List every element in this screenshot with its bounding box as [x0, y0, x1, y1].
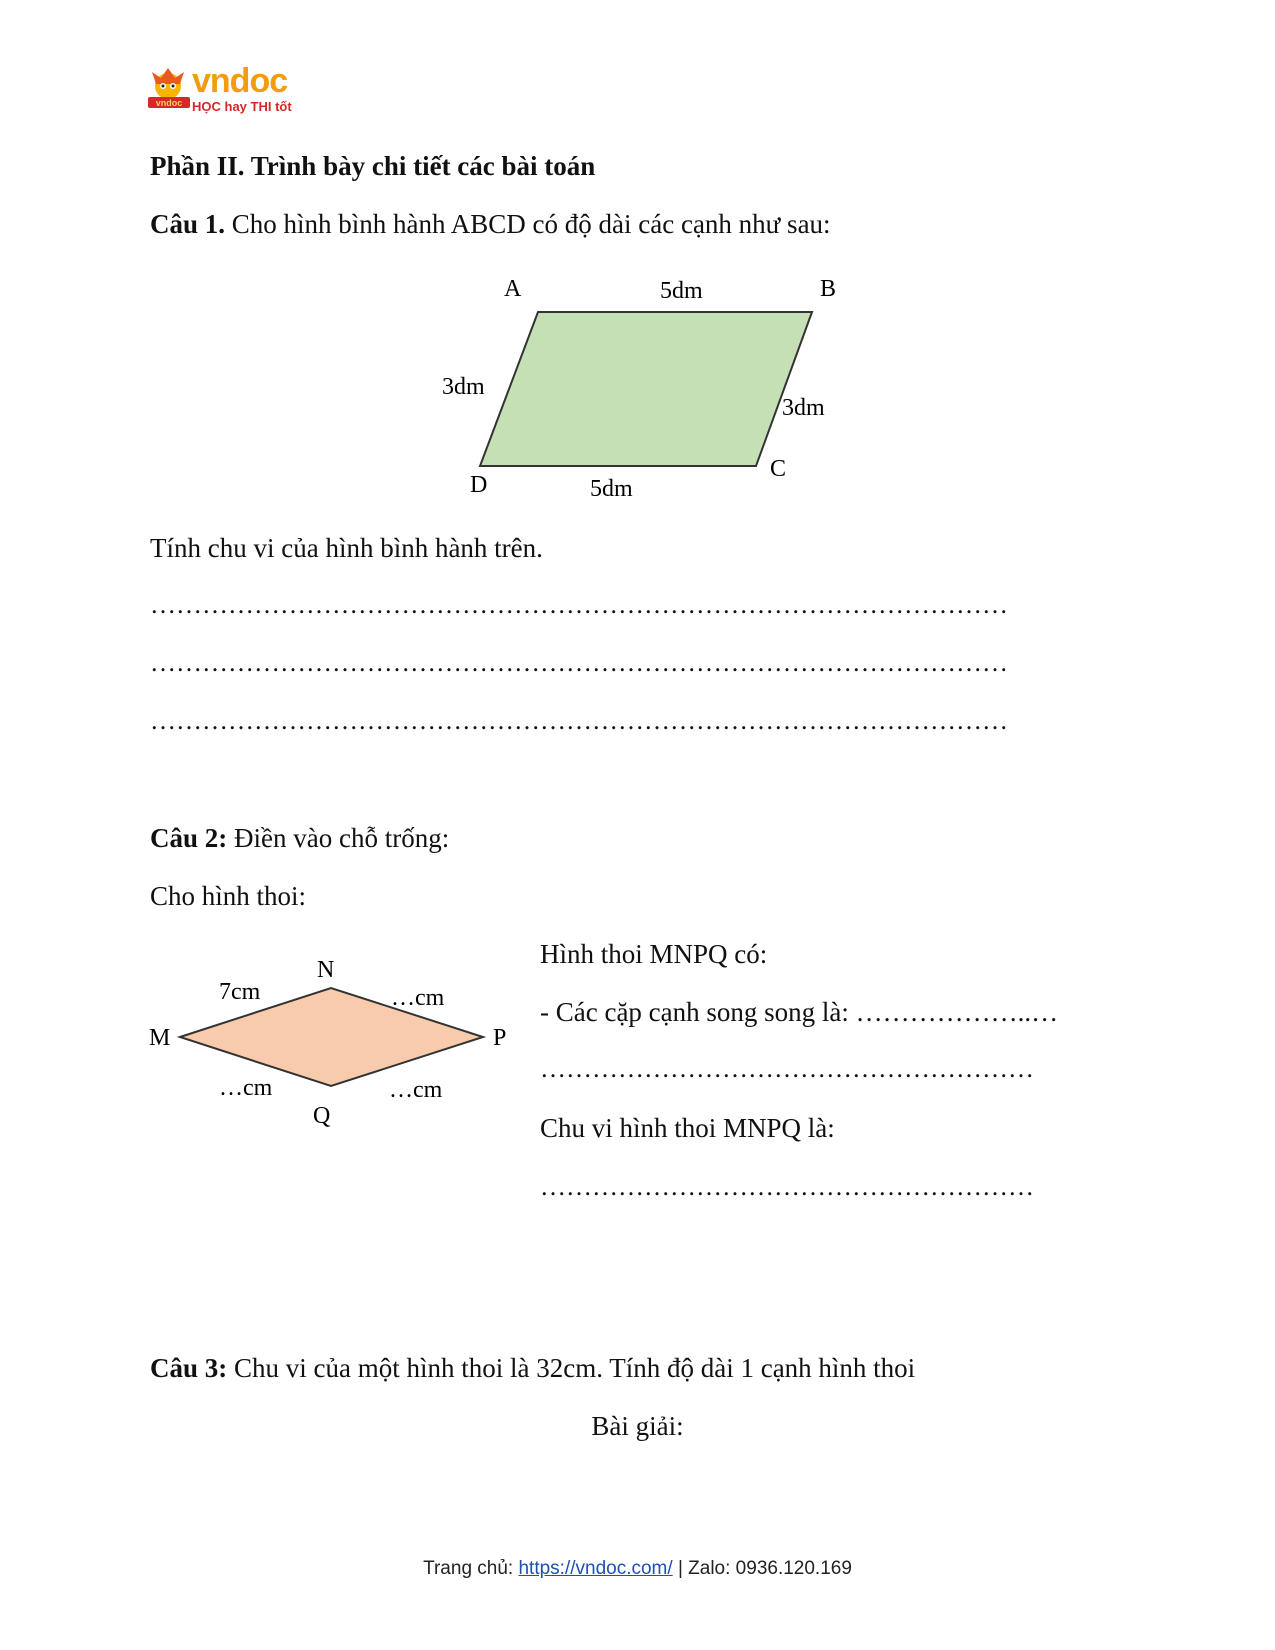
side-np-label: …cm: [391, 985, 445, 1011]
question-1-text: Cho hình bình hành ABCD có độ dài các cạnh như sau:: [225, 209, 831, 239]
footer-home-link[interactable]: https://vndoc.com/: [518, 1558, 673, 1579]
answer-line-2: ………………………………………………………………………………………: [150, 648, 1008, 677]
question-3-text: Chu vi của một hình thoi là 32cm. Tính độ dài 1 cạnh hình thoi: [227, 1353, 916, 1383]
question-3: [150, 1352, 915, 1384]
vertex-a: A: [504, 276, 522, 302]
answer-line-3: ………………………………………………………………………………………: [150, 706, 1008, 735]
vertex-m: M: [149, 1025, 171, 1051]
parallelogram-abcd: [480, 312, 812, 466]
vertex-n: N: [317, 957, 335, 983]
page-footer: [0, 1558, 1275, 1580]
question-3-label: Câu 3:: [150, 1353, 228, 1383]
footer-prefix: Trang chủ:: [423, 1558, 519, 1579]
parallel-sides-prompt: - Các cặp cạnh song song là: ………………..…: [540, 997, 1059, 1027]
rhombus-heading: Hình thoi MNPQ có:: [540, 939, 768, 969]
question-2: [150, 822, 449, 854]
question-2-intro: Cho hình thoi:: [150, 881, 307, 911]
logo-tagline: HỌC hay THI tốt: [192, 99, 292, 114]
parallel-sides-line: …………………………………………………: [540, 1054, 1034, 1083]
vertex-c: C: [770, 456, 787, 482]
vertex-d: D: [470, 472, 488, 498]
perimeter-prompt: Chu vi hình thoi MNPQ là:: [540, 1113, 835, 1143]
footer-contact: | Zalo: 0936.120.169: [672, 1558, 852, 1579]
parallelogram-figure: [420, 270, 840, 500]
perimeter-line: …………………………………………………: [540, 1172, 1034, 1201]
side-mn-label: 7cm: [219, 979, 261, 1005]
vertex-p: P: [493, 1025, 507, 1051]
question-1-prompt: Tính chu vi của hình bình hành trên.: [150, 533, 543, 563]
side-dc-label: 5dm: [590, 476, 633, 500]
side-ab-label: 5dm: [660, 278, 703, 304]
question-2-text: Điền vào chỗ trống:: [227, 823, 450, 853]
side-bc-label: 3dm: [782, 395, 825, 421]
question-2-label: Câu 2:: [150, 823, 228, 853]
side-mq-label: …cm: [219, 1075, 273, 1101]
logo-brand: vndoc: [192, 62, 288, 100]
rhombus-figure: [145, 955, 525, 1135]
section-title: Phần II. Trình bày chi tiết các bài toán: [150, 151, 596, 181]
logo-badge: vndoc: [155, 98, 183, 108]
vertex-b: B: [820, 276, 837, 302]
question-1: [150, 208, 831, 240]
side-ad-label: 3dm: [442, 374, 485, 400]
solution-heading: Bài giải:: [591, 1411, 684, 1441]
side-qp-label: …cm: [389, 1077, 443, 1103]
answer-line-1: ………………………………………………………………………………………: [150, 590, 1008, 619]
vndoc-logo: [148, 62, 308, 122]
vertex-q: Q: [313, 1103, 331, 1129]
question-1-label: Câu 1.: [150, 209, 226, 239]
